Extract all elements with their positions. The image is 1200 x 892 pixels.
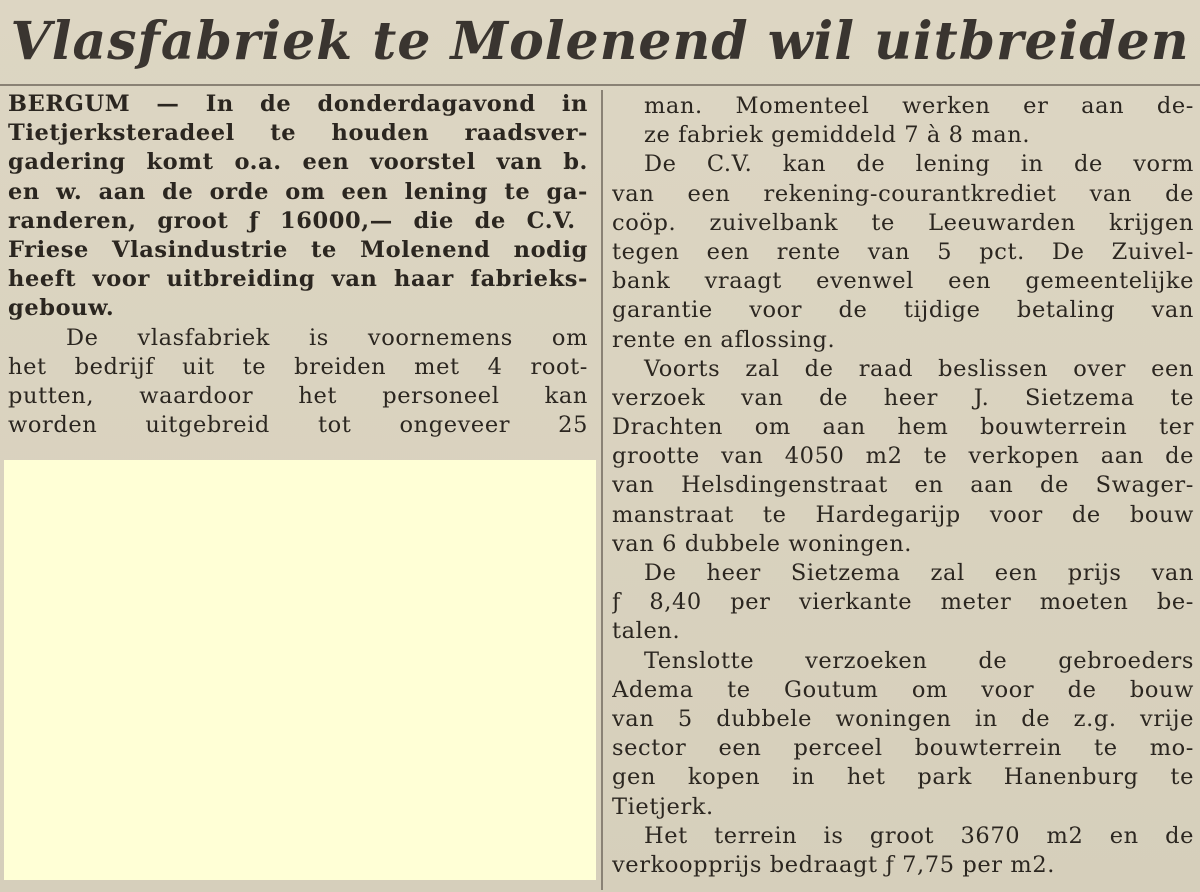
text-line: gadering komt o.a. een voorstel van b. — [8, 149, 588, 176]
headline: Vlasfabriek te Molenend wil uitbreiden — [10, 11, 1190, 72]
text-line: worden uitgebreid tot ongeveer 25 — [8, 412, 588, 439]
left-column — [8, 90, 588, 440]
text-line: manstraat te Hardegarijp voor de bouw — [612, 501, 1194, 528]
text-line: tegen een rente van 5 pct. De Zuivel- — [612, 238, 1194, 265]
text-line: randeren, groot ƒ 16000,— die de C.V. — [8, 207, 576, 234]
text-line: BERGUM — In de donderdagavond in — [8, 91, 588, 117]
text-line: ze fabriek gemiddeld 7 à 8 man. — [644, 122, 1031, 149]
text-line: van Helsdingenstraat en aan de Swager- — [612, 472, 1194, 499]
headline-rule — [0, 84, 1200, 86]
text-line: het bedrijf uit te breiden met 4 root- — [8, 353, 588, 380]
text-line: talen. — [612, 618, 681, 645]
text-line: gen kopen in het park Hanenburg te — [612, 764, 1194, 791]
text-line: Drachten om aan hem bouwterrein ter — [612, 414, 1194, 441]
text-line: sector een perceel bouwterrein te mo- — [612, 735, 1194, 762]
text-line: Tenslotte verzoeken de gebroeders — [644, 647, 1194, 674]
text-line: garantie voor de tijdige betaling van — [612, 297, 1194, 324]
text-line: man. Momenteel werken er aan de- — [644, 93, 1194, 119]
text-line: en w. aan de orde om een lening te ga- — [8, 178, 588, 205]
text-line: De heer Sietzema zal een prijs van — [644, 560, 1194, 586]
text-line: verkoopprijs bedraagt ƒ 7,75 per m2. — [612, 851, 1056, 878]
right-column — [612, 92, 1194, 880]
text-line: De C.V. kan de lening in de vorm — [644, 151, 1194, 178]
text-line: gebouw. — [8, 295, 115, 322]
text-line: verzoek van de heer J. Sietzema te — [612, 384, 1194, 411]
text-line: Adema te Goutum om voor de bouw — [612, 676, 1194, 703]
text-line: Voorts zal de raad beslissen over een — [644, 355, 1194, 382]
text-line: rente en aflossing. — [612, 326, 836, 353]
text-line: van een rekening-courantkrediet van de — [612, 180, 1194, 207]
blank-redaction-box — [4, 460, 596, 880]
text-line: Tietjerksteradeel te houden raadsver- — [8, 120, 588, 147]
text-line: coöp. zuivelbank te Leeuwarden krijgen — [612, 209, 1194, 236]
text-line: Friese Vlasindustrie te Molenend nodig — [8, 236, 588, 263]
text-line: grootte van 4050 m2 te verkopen aan de — [612, 443, 1194, 470]
text-line: De vlasfabriek is voornemens om — [66, 324, 588, 351]
text-line: putten, waardoor het personeel kan — [8, 382, 588, 409]
column-divider — [601, 90, 603, 890]
text-line: ƒ 8,40 per vierkante meter moeten be- — [612, 589, 1194, 616]
text-line: Tietjerk. — [612, 793, 714, 820]
text-line: bank vraagt evenwel een gemeentelijke — [612, 268, 1194, 295]
text-line: van 5 dubbele woningen in de z.g. vrije — [612, 705, 1194, 732]
text-line: heeft voor uitbreiding van haar fabrieks- — [8, 266, 588, 293]
text-line: van 6 dubbele woningen. — [612, 530, 913, 557]
text-line: Het terrein is groot 3670 m2 en de — [644, 822, 1194, 849]
